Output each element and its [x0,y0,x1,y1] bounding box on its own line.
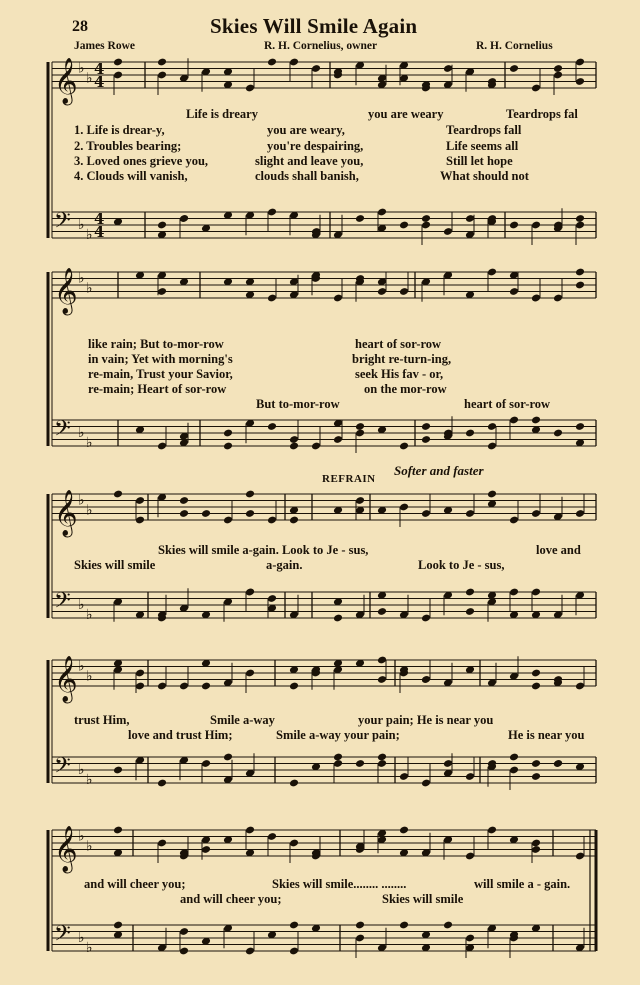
verse-lyric: 4. Clouds will vanish, [74,169,188,183]
verse-lyric: 3. Loved ones grieve you, [74,154,209,168]
echo-lyric: But to-mor-row [256,397,340,411]
time-signature: 4 [94,210,105,228]
note-head [157,221,167,230]
flat-sign: ♭ [86,70,93,87]
bass-clef: 𝄢 [54,588,71,619]
time-signature: 4 [94,60,105,78]
verse-lyric: like rain; But to-mor-row [88,337,224,351]
echo-lyric: you are weary [368,107,444,121]
note-head [575,281,585,290]
flat-sign: ♭ [86,434,93,451]
flat-sign: ♭ [78,828,85,845]
note-head [223,442,233,451]
verse-lyric: bright re-turn-ing, [352,352,452,366]
flat-sign: ♭ [86,838,93,855]
note-head [399,442,409,451]
flat-sign: ♭ [78,597,85,613]
note-head [487,490,497,499]
treble-clef: 𝄞 [54,656,78,702]
note-head [465,429,475,438]
note-head [245,490,255,499]
note-head [421,435,431,444]
note-head [531,759,541,768]
note-head [509,753,519,762]
note-head [377,607,387,616]
verse-lyric: you're despairing, [267,139,364,153]
owner-credit: R. H. Cornelius, owner [264,40,378,52]
verse-lyric: Life seems all [446,139,519,153]
flat-sign: ♭ [86,226,93,243]
verse-lyric: What should not [440,169,529,183]
treble-clef: 𝄞 [54,490,78,536]
verse-lyric: you are weary, [267,123,345,137]
refrain-lyric: Skies will smile........ ........ [272,877,407,891]
refrain-lyric: a-gain. [266,558,303,572]
note-head [289,516,299,525]
note-head [289,682,299,691]
note-head [333,753,343,762]
tempo-marking: Softer and faster [394,463,484,478]
bass-clef: 𝄢 [54,753,71,784]
verse-lyric: re-main, Trust your Savior, [88,367,233,381]
note-head [421,422,431,431]
refrain-lyric: Smile a-way [210,713,275,727]
verse-lyric: 1. Life is drear-y, [74,123,165,137]
note-head [443,921,453,930]
note-head [201,682,211,691]
verse-lyric: heart of sor-row [355,337,442,351]
bass-clef: 𝄢 [54,921,71,952]
refrain-lyric: and will cheer you; [180,892,282,906]
treble-clef: 𝄞 [54,268,78,314]
note-head [113,921,123,930]
flat-sign: ♭ [86,668,93,685]
bass-clef: 𝄢 [54,416,71,447]
composer-credit: R. H. Cornelius [476,40,553,52]
flat-sign: ♭ [78,60,85,77]
treble-clef: 𝄞 [54,826,78,872]
note-head [201,509,211,518]
flat-sign: ♭ [78,425,85,441]
flat-sign: ♭ [86,771,93,788]
refrain-lyric: He is near you [508,728,585,742]
verse-lyric: on the mor-row [364,382,447,396]
note-head [355,422,365,431]
note-head [553,759,563,768]
note-head [421,214,431,223]
note-head [289,779,299,788]
refrain-lyric: and will cheer you; [84,877,186,891]
bass-clef: 𝄢 [54,208,71,239]
flat-sign: ♭ [86,280,93,297]
refrain-lyric: love and trust Him; [128,728,233,742]
flat-sign: ♭ [86,939,93,956]
note-head [553,429,563,438]
note-head [465,607,475,616]
note-head [113,490,123,499]
note-head [509,221,519,230]
note-head [355,214,365,223]
time-signature: 4 [94,73,105,91]
note-head [157,58,167,67]
verse-lyric: in vain; Yet with morning's [88,352,233,366]
note-head [553,64,563,73]
echo-lyric: Life is dreary [186,107,258,121]
note-head [399,221,409,230]
note-head [113,826,123,835]
refrain-lyric: your pain; He is near you [358,713,494,727]
time-signature: 4 [94,223,105,241]
note-head [509,64,519,73]
hymn-title: Skies Will Smile Again [210,14,418,38]
note-head [223,429,233,438]
note-head [377,753,387,762]
flat-sign: ♭ [78,930,85,946]
note-head [575,268,585,277]
note-head [289,442,299,451]
refrain-lyric: Smile a-way your pain; [276,728,400,742]
refrain-lyric: Look to Je - sus, [418,558,505,572]
note-head [333,614,343,623]
page-number: 28 [72,18,88,35]
note-head [355,759,365,768]
flat-sign: ♭ [78,762,85,778]
verse-lyric: 2. Troubles bearing; [74,139,182,153]
flat-sign: ♭ [78,217,85,233]
refrain-lyric: Skies will smile [382,892,464,906]
echo-lyric: heart of sor-row [464,397,551,411]
verse-lyric: clouds shall banish, [255,169,359,183]
lyricist-credit: James Rowe [74,40,135,52]
note-head [179,496,189,505]
verse-lyric: Still let hope [446,154,513,168]
note-head [399,921,409,930]
flat-sign: ♭ [78,658,85,675]
note-head [531,682,541,691]
note-head [267,58,277,67]
note-head [531,416,541,425]
note-head [531,772,541,781]
verse-lyric: Teardrops fall [446,123,522,137]
refrain-lyric: trust Him, [74,713,130,727]
note-head [531,669,541,678]
treble-clef: 𝄞 [54,58,78,104]
refrain-lyric: Skies will smile [74,558,156,572]
verse-lyric: slight and leave you, [255,154,364,168]
verse-lyric: seek His fav - or, [355,367,444,381]
flat-sign: ♭ [78,492,85,509]
note-head [355,921,365,930]
note-head [575,422,585,431]
note-head [399,826,409,835]
note-head [575,214,585,223]
echo-lyric: Teardrops fal [506,107,578,121]
refrain-lyric: will smile a - gain. [474,877,571,891]
flat-sign: ♭ [78,270,85,287]
flat-sign: ♭ [86,502,93,519]
note-head [179,509,189,518]
note-head [157,779,167,788]
flat-sign: ♭ [86,606,93,623]
note-head [465,588,475,597]
verse-lyric: re-main; Heart of sor-row [88,382,227,396]
note-head [289,921,299,930]
note-head [113,58,123,67]
note-head [245,509,255,518]
note-head [267,422,277,431]
refrain-lyric: love and [536,543,581,557]
note-head [113,766,123,775]
refrain-lyric: Skies will smile a-gain. Look to Je - sus, [158,543,369,557]
refrain-label: REFRAIN [322,473,376,485]
